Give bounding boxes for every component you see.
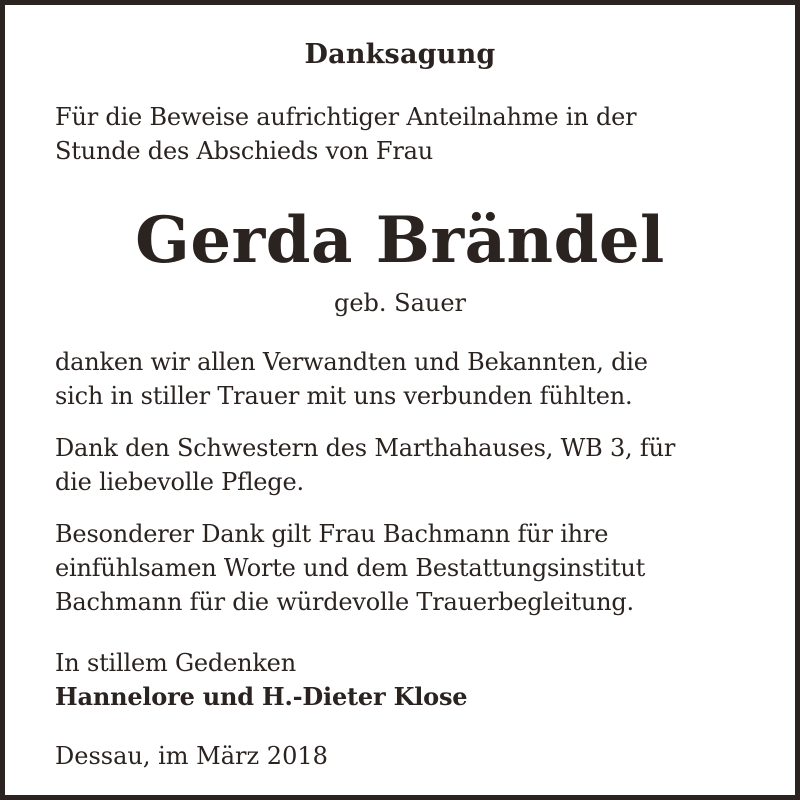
closing-block bbox=[55, 646, 765, 714]
intro-line-1: Für die Beweise aufrichtiger Anteilnahme in der bbox=[55, 103, 637, 131]
notice-heading: Danksagung bbox=[304, 39, 496, 70]
sisters-paragraph bbox=[55, 431, 765, 499]
memory-line: In stillem Gedenken bbox=[55, 649, 296, 677]
thanks-line-2: sich in stiller Trauer mit uns verbunden fühlten. bbox=[55, 382, 633, 410]
deceased-name: Gerda Brändel bbox=[135, 203, 665, 278]
special-line-2: einfühlsamen Worte und dem Bestattungsinstitut bbox=[55, 554, 646, 582]
thanks-line-1: danken wir allen Verwandten und Bekannten, die bbox=[55, 348, 648, 376]
special-thanks-paragraph bbox=[55, 517, 765, 619]
thanks-paragraph bbox=[55, 345, 765, 413]
special-line-1: Besonderer Dank gilt Frau Bachmann für ihre bbox=[55, 520, 609, 548]
sisters-line-1: Dank den Schwestern des Marthahauses, WB 3, für bbox=[55, 434, 676, 462]
maiden-name: geb. Sauer bbox=[333, 289, 467, 317]
intro-paragraph bbox=[55, 100, 765, 168]
signers: Hannelore und H.-Dieter Klose bbox=[55, 682, 468, 711]
sisters-line-2: die liebevolle Pflege. bbox=[55, 468, 304, 496]
intro-line-2: Stunde des Abschieds von Frau bbox=[55, 137, 433, 165]
place-date: Dessau, im März 2018 bbox=[55, 742, 328, 770]
special-line-3: Bachmann für die würdevolle Trauerbegleitung. bbox=[55, 588, 634, 616]
